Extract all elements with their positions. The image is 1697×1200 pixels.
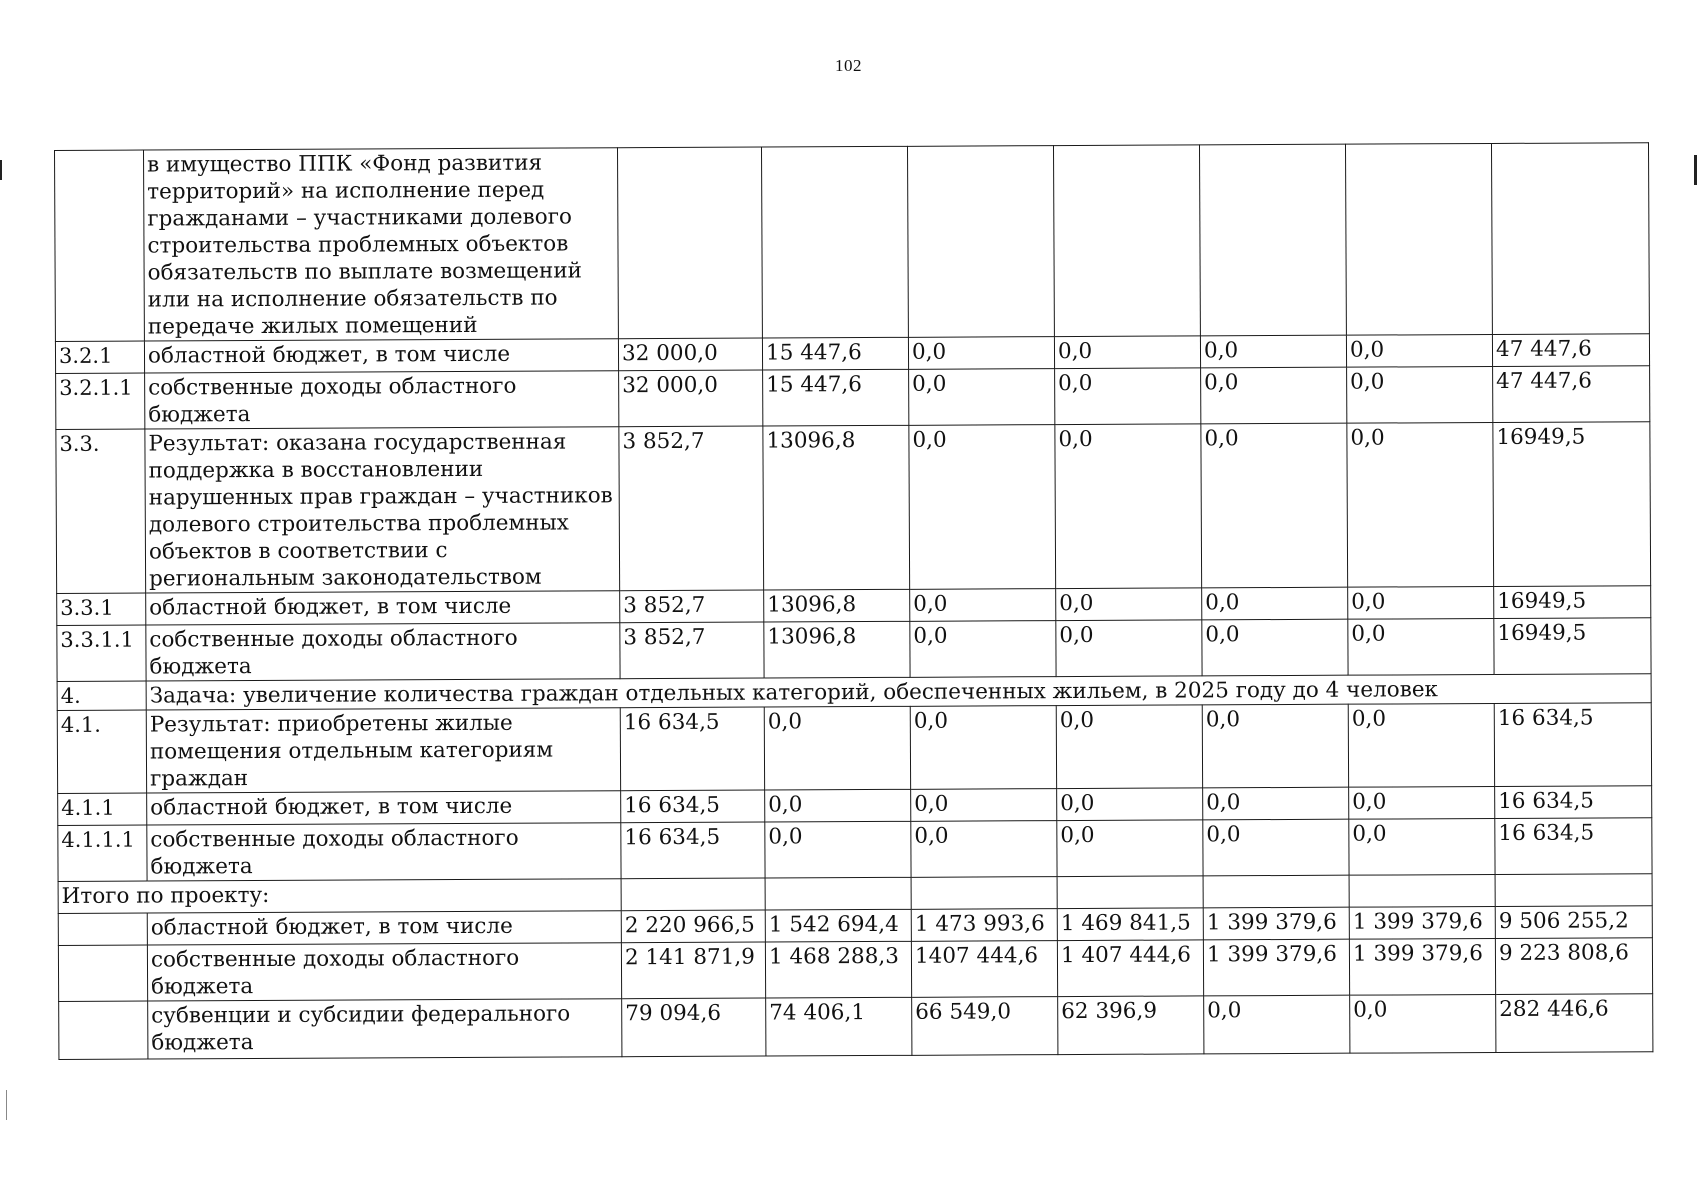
value-cell: 1 399 379,6 <box>1203 907 1349 940</box>
row-code: 4. <box>57 681 146 710</box>
row-code: 3.3. <box>56 429 146 593</box>
value-cell: 1 468 288,3 <box>765 941 911 998</box>
table-row <box>57 703 1651 794</box>
value-cell: 3 852,7 <box>620 590 764 623</box>
value-cell: 0,0 <box>1056 588 1202 621</box>
value-cell: 0,0 <box>1350 994 1496 1053</box>
row-name: собственные доходы областного бюджета <box>147 943 621 1001</box>
value-cell: 0,0 <box>908 337 1054 370</box>
budget-table <box>54 142 1653 1060</box>
value-cell: 1407 444,6 <box>911 941 1057 998</box>
empty-cell <box>1495 874 1652 907</box>
row-name: собственные доходы областного бюджета <box>147 823 621 881</box>
value-cell <box>1345 143 1492 335</box>
row-name: собственные доходы областного бюджета <box>146 623 620 681</box>
value-cell: 0,0 <box>911 789 1057 822</box>
value-cell: 0,0 <box>765 821 911 878</box>
table-row <box>58 938 1652 1002</box>
scan-edge-mark-bottom-left <box>6 1090 7 1120</box>
row-code <box>55 150 145 341</box>
row-code <box>58 945 147 1001</box>
row-code: 3.2.1 <box>55 341 144 373</box>
row-name: Результат: оказана государственная поддержка в восстановлении нарушенных прав граждан – участников долевого строительства проблемных объектов в соответствии с региональным законодательством <box>145 427 620 593</box>
total-cell: 9 223 808,6 <box>1495 938 1652 995</box>
value-cell: 1 542 694,4 <box>765 909 911 942</box>
value-cell: 1 399 379,6 <box>1203 939 1349 996</box>
row-name: областной бюджет, в том числе <box>147 911 621 945</box>
value-cell: 0,0 <box>1346 334 1492 367</box>
row-name: областной бюджет, в том числе <box>147 791 621 825</box>
empty-cell <box>765 877 911 910</box>
value-cell: 0,0 <box>909 369 1055 426</box>
value-cell: 0,0 <box>1204 995 1350 1054</box>
value-cell <box>761 146 908 338</box>
value-cell: 0,0 <box>1057 788 1203 821</box>
total-cell: 47 447,6 <box>1493 366 1650 423</box>
total-cell: 16949,5 <box>1493 422 1651 587</box>
value-cell: 2 141 871,9 <box>621 942 765 999</box>
total-cell: 47 447,6 <box>1492 334 1649 367</box>
value-cell: 0,0 <box>910 621 1056 678</box>
empty-cell <box>1203 875 1349 908</box>
value-cell: 0,0 <box>1349 818 1495 875</box>
value-cell: 0,0 <box>1349 786 1495 819</box>
table-row <box>55 143 1650 342</box>
value-cell: 0,0 <box>1348 618 1494 675</box>
value-cell <box>1199 144 1346 336</box>
row-code: 4.1.1 <box>58 793 147 825</box>
scan-edge-mark-left <box>0 160 2 180</box>
value-cell: 0,0 <box>1347 422 1494 587</box>
value-cell: 74 406,1 <box>766 997 912 1056</box>
value-cell: 0,0 <box>1055 368 1201 425</box>
total-cell: 16 634,5 <box>1494 703 1651 787</box>
value-cell: 0,0 <box>1203 787 1349 820</box>
value-cell: 3 852,7 <box>620 622 764 679</box>
value-cell: 0,0 <box>1054 336 1200 369</box>
value-cell: 1 407 444,6 <box>1057 940 1203 997</box>
value-cell: 0,0 <box>909 425 1056 590</box>
value-cell: 0,0 <box>1202 704 1348 788</box>
value-cell: 62 396,9 <box>1058 996 1204 1055</box>
value-cell <box>907 146 1054 338</box>
value-cell: 0,0 <box>1348 586 1494 619</box>
row-code: 3.3.1 <box>57 593 146 625</box>
value-cell: 1 399 379,6 <box>1349 938 1495 995</box>
value-cell <box>617 147 762 339</box>
total-cell: 282 446,6 <box>1496 994 1653 1053</box>
table-row <box>59 994 1653 1060</box>
row-name: собственные доходы областного бюджета <box>145 371 619 429</box>
value-cell: 32 000,0 <box>618 338 762 371</box>
row-code: 3.3.1.1 <box>57 625 146 681</box>
value-cell: 15 447,6 <box>763 369 909 426</box>
value-cell: 0,0 <box>1201 423 1348 588</box>
value-cell: 1 473 993,6 <box>911 909 1057 942</box>
value-cell: 79 094,6 <box>622 998 766 1057</box>
row-name: областной бюджет, в том числе <box>144 339 618 373</box>
row-code <box>59 1001 148 1059</box>
total-cell: 16949,5 <box>1494 586 1651 619</box>
row-code <box>58 913 147 945</box>
empty-cell <box>911 877 1057 910</box>
value-cell: 0,0 <box>910 706 1056 790</box>
value-cell: 0,0 <box>1348 703 1494 787</box>
value-cell: 0,0 <box>1202 619 1348 676</box>
total-cell <box>1491 143 1649 335</box>
value-cell: 13096,8 <box>764 621 910 678</box>
row-name: областной бюджет, в том числе <box>146 591 620 625</box>
value-cell: 0,0 <box>1055 424 1202 589</box>
project-total-label: Итого по проекту: <box>58 879 621 914</box>
value-cell: 0,0 <box>1056 620 1202 677</box>
value-cell: 0,0 <box>1057 820 1203 877</box>
row-code: 4.1.1.1 <box>58 825 147 881</box>
value-cell: 16 634,5 <box>621 822 765 879</box>
table-row <box>56 366 1650 430</box>
value-cell: 0,0 <box>1202 587 1348 620</box>
empty-cell <box>1349 874 1495 907</box>
task-text: Задача: увеличение количества граждан отдельных категорий, обеспеченных жильем, в 2025 году до 4 человек <box>146 674 1651 710</box>
value-cell: 0,0 <box>1203 819 1349 876</box>
value-cell: 15 447,6 <box>762 337 908 370</box>
row-name: в имущество ППК «Фонд развития территорий» на исполнение перед гражданами – участниками долевого строительства проблемных объектов обязательств по выплате возмещений или на исполнение обязательств по передаче жилых помещений <box>144 148 619 341</box>
total-cell: 16949,5 <box>1494 618 1651 675</box>
value-cell: 13096,8 <box>763 425 910 590</box>
value-cell: 0,0 <box>1201 367 1347 424</box>
value-cell: 16 634,5 <box>620 707 764 791</box>
value-cell: 0,0 <box>910 589 1056 622</box>
value-cell: 0,0 <box>1056 705 1202 789</box>
value-cell: 0,0 <box>764 706 910 790</box>
value-cell: 0,0 <box>911 821 1057 878</box>
row-name: субвенции и субсидии федерального бюджета <box>148 999 622 1059</box>
value-cell: 0,0 <box>1347 366 1493 423</box>
row-code: 4.1. <box>57 710 146 793</box>
row-name: Результат: приобретены жилые помещения отдельным категориям граждан <box>146 708 620 793</box>
total-cell: 16 634,5 <box>1495 818 1652 875</box>
value-cell: 16 634,5 <box>621 790 765 823</box>
total-cell: 16 634,5 <box>1495 786 1652 819</box>
value-cell: 2 220 966,5 <box>621 910 765 943</box>
page-number: 102 <box>835 56 862 75</box>
value-cell <box>1053 145 1200 337</box>
value-cell: 1 469 841,5 <box>1057 908 1203 941</box>
empty-cell <box>621 878 765 911</box>
table-row <box>57 618 1651 682</box>
value-cell: 1 399 379,6 <box>1349 906 1495 939</box>
row-code: 3.2.1.1 <box>56 373 145 429</box>
table-row <box>56 422 1651 594</box>
value-cell: 32 000,0 <box>619 370 763 427</box>
value-cell: 3 852,7 <box>619 426 764 591</box>
value-cell: 13096,8 <box>764 589 910 622</box>
empty-cell <box>1057 876 1203 909</box>
total-cell: 9 506 255,2 <box>1495 906 1652 939</box>
value-cell: 66 549,0 <box>912 997 1058 1056</box>
value-cell: 0,0 <box>1200 335 1346 368</box>
table-row <box>58 818 1652 882</box>
value-cell: 0,0 <box>765 789 911 822</box>
